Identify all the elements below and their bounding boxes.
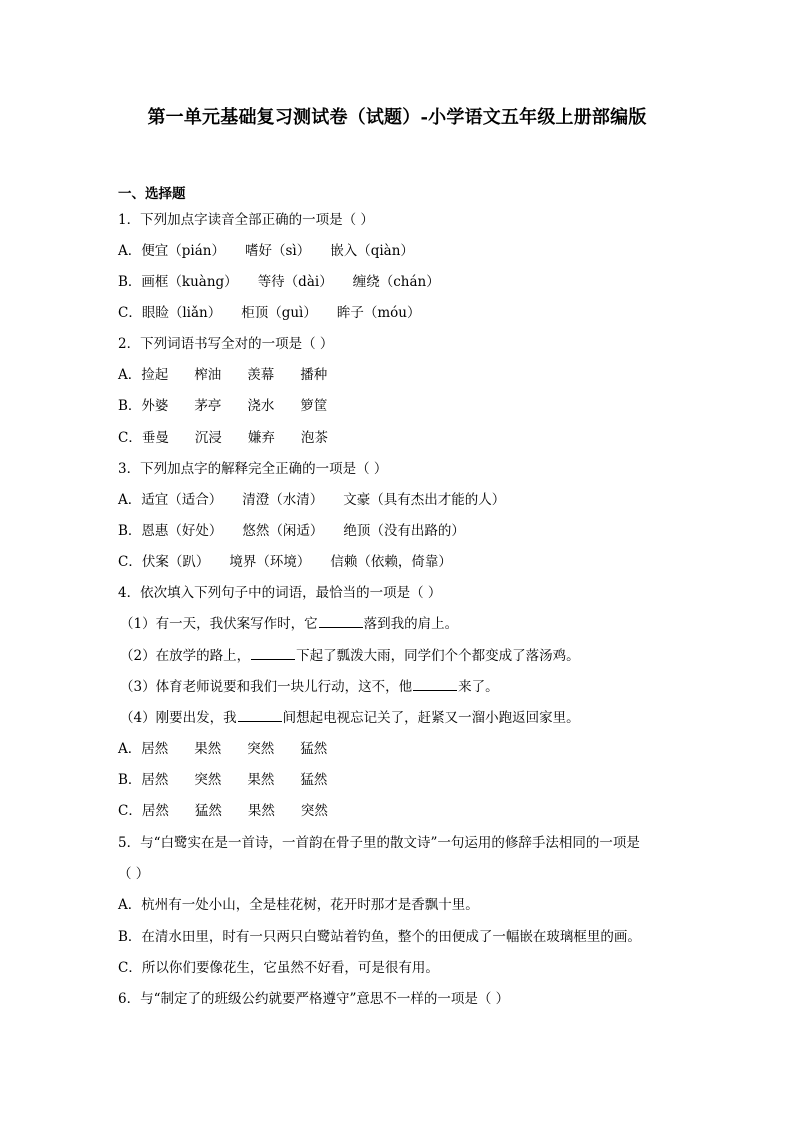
question-4-sentence-2: （2）在放学的路上， 下起了瓢泼大雨，同学们个个都变成了落汤鸡。 <box>120 648 580 664</box>
question-2-option-b: B．外婆 茅亭 浇水 箩筐 <box>118 398 328 414</box>
question-4-option-a: A．居然 果然 突然 猛然 <box>118 741 328 757</box>
question-4-option-b: B．居然 突然 果然 猛然 <box>118 772 328 788</box>
question-6-stem: 6．与“制定了的班级公约就要严格遵守”意思不一样的一项是（ ） <box>118 991 510 1007</box>
question-5-option-a: A．杭州有一处小山，全是桂花树，花开时那才是香飘十里。 <box>118 897 479 913</box>
question-5-paren: （ ） <box>118 866 150 882</box>
section-heading: 一、选择题 <box>118 186 186 202</box>
question-1-option-c: C．眼睑（liǎn） 柜顶（guì） 眸子（móu） <box>118 305 421 321</box>
question-5-stem: 5．与“白鹭实在是一首诗，一首韵在骨子里的散文诗”一句运用的修辞手法相同的一项是 <box>118 835 640 851</box>
question-4-option-c: C．居然 猛然 果然 突然 <box>118 803 328 819</box>
fill-blank <box>251 647 295 660</box>
question-4-sentence-3: （3）体育老师说要和我们一块儿行动，这不，他 来了。 <box>120 679 499 695</box>
question-2-option-a: A．捡起 榨油 羡幕 播种 <box>118 367 328 383</box>
question-4-sentence-1: （1）有一天，我伏案写作时，它 落到我的肩上。 <box>120 616 459 632</box>
fill-blank <box>319 615 363 628</box>
question-3-option-b: B．恩惠（好处） 悠然（闲适） 绝顶（没有出路的） <box>118 523 465 539</box>
question-3-option-a: A．适宜（适合） 清澄（水清） 文豪（具有杰出才能的人） <box>118 492 506 508</box>
question-5-option-c: C．所以你们要像花生，它虽然不好看，可是很有用。 <box>118 960 439 976</box>
question-5-option-b: B．在清水田里，时有一只两只白鹭站着钓鱼，整个的田便成了一幅嵌在玻璃框里的画。 <box>118 929 641 945</box>
question-3-stem: 3．下列加点字的解释完全正确的一项是（ ） <box>118 461 388 477</box>
question-2-option-c: C．垂曼 沉浸 嫌弃 泡茶 <box>118 430 328 446</box>
page-title: 第一单元基础复习测试卷（试题）-小学语文五年级上册部编版 <box>147 107 647 128</box>
question-1-stem: 1．下列加点字读音全部正确的一项是（ ） <box>118 212 374 228</box>
question-3-option-c: C．伏案（趴） 境界（环境） 信赖（依赖，倚靠） <box>118 554 452 570</box>
question-4-stem: 4．依次填入下列句子中的词语，最恰当的一项是（ ） <box>118 585 442 601</box>
question-1-option-a: A．便宜（pián） 嗜好（sì） 嵌入（qiàn） <box>118 243 414 259</box>
fill-blank <box>238 709 282 722</box>
fill-blank <box>413 678 457 691</box>
question-4-sentence-4: （4）刚要出发，我 间想起电视忘记关了，赶紧又一溜小跑返回家里。 <box>120 710 580 726</box>
question-1-option-b: B．画框（kuàng） 等待（dài） 缠绕（chán） <box>118 274 440 290</box>
question-2-stem: 2．下列词语书写全对的一项是（ ） <box>118 336 334 352</box>
